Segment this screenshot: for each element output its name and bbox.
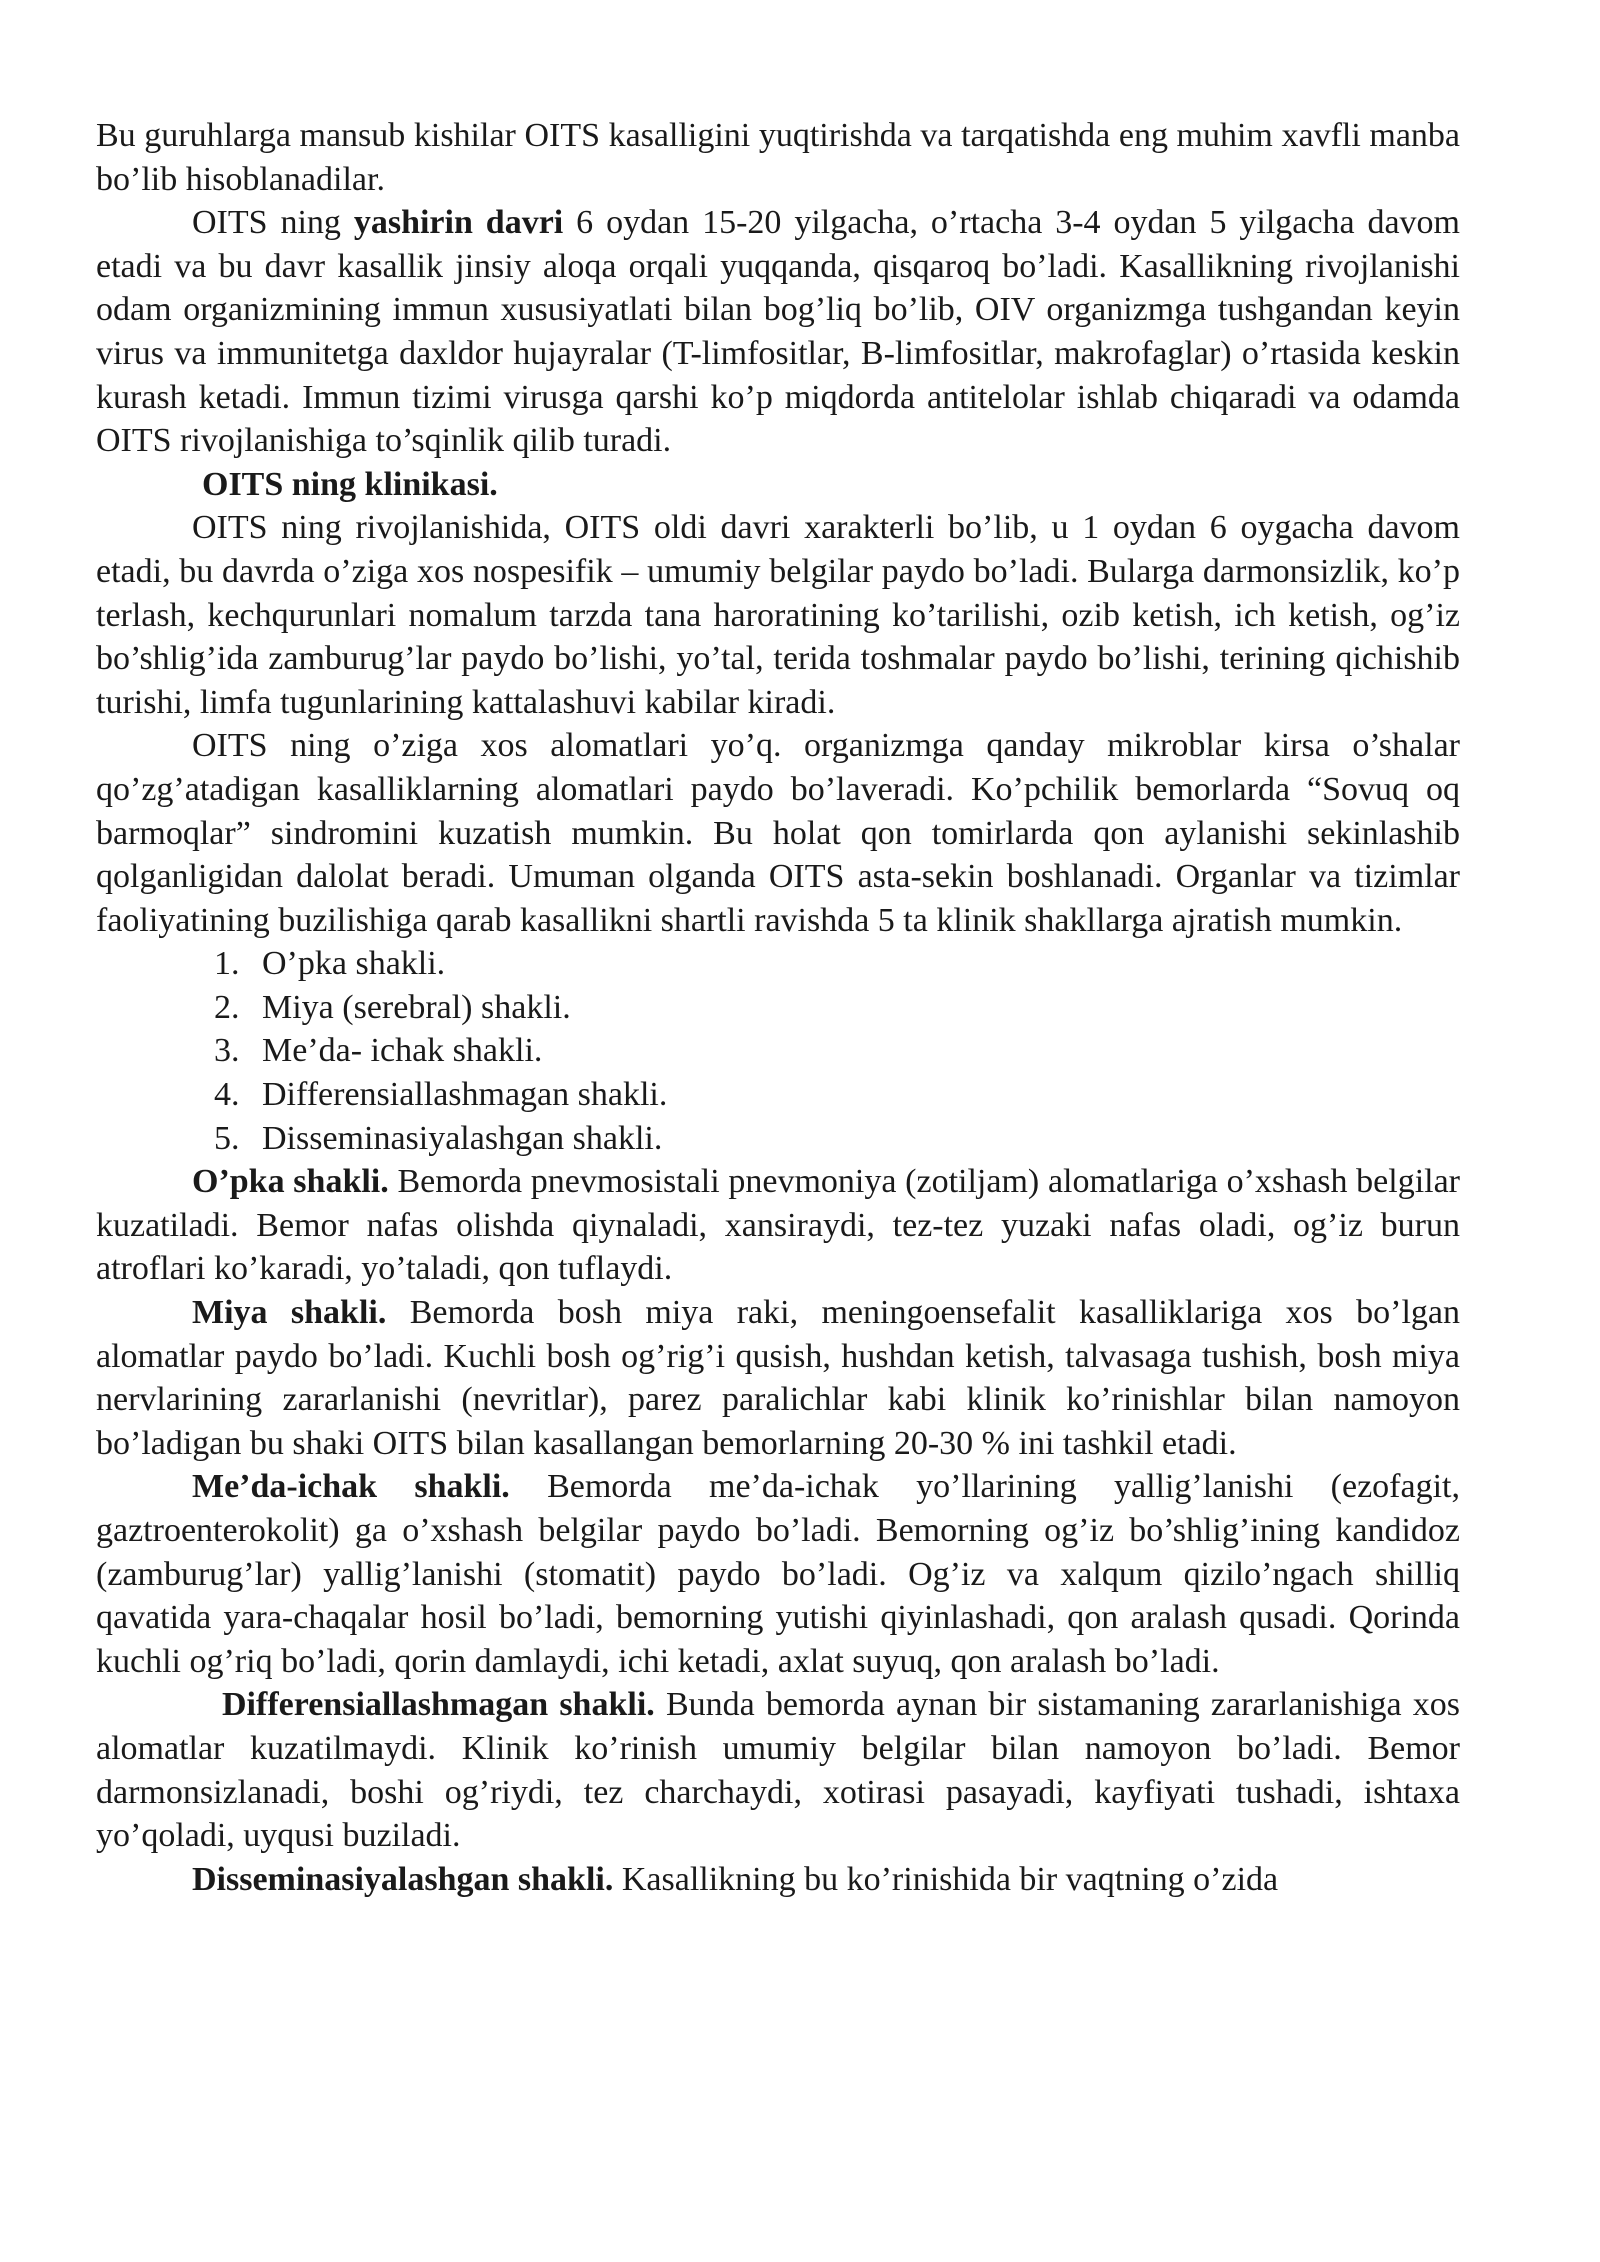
paragraph-undifferentiated-form — [96, 1683, 1460, 1857]
list-item-text: Miya (serebral) shakli. — [262, 988, 571, 1026]
list-item-number: 1. — [214, 945, 240, 983]
list-item-text: Me’da- ichak shakli. — [262, 1032, 543, 1070]
list-item-text: Disseminasiyalashgan shakli. — [262, 1119, 663, 1157]
disseminated-form-text: Kasallikning bu ko’rinishida bir vaqtning o’zida — [613, 1860, 1279, 1898]
list-item — [214, 986, 1460, 1030]
list-item — [214, 942, 1460, 986]
list-item-number: 5. — [214, 1119, 240, 1157]
paragraph-brain-form — [96, 1291, 1460, 1465]
list-item — [214, 1073, 1460, 1117]
paragraph-pre-aids: OITS ning rivojlanishida, OITS oldi davri xarakterli bo’lib, u 1 oydan 6 oygacha davom etadi, bu davrda o’ziga xos nospesifik – umumiy belgilar paydo bo’ladi. Bularga darmonsizlik, ko’p terlash, kechqurunlari nomalum tarzda tana haroratining ko’tarilishi, ozib ketish, ich ketish, og’iz bo’shlig’ida zamburug’lar paydo bo’lishi, yo’tal, terida toshmalar paydo bo’lishi, terining qichishib turishi, limfa tugunlarining kattalashuvi kabilar kiradi. — [96, 509, 1460, 721]
list-item-number: 4. — [214, 1076, 240, 1114]
gastro-form-term: Me’da-ichak shakli. — [192, 1468, 510, 1506]
list-item-text: Differensiallashmagan shakli. — [262, 1076, 668, 1114]
list-item — [214, 1117, 1460, 1161]
latent-lead: OITS ning — [192, 204, 354, 242]
list-item-text: O’pka shakli. — [262, 945, 446, 983]
latent-period-term: yashirin davri — [353, 204, 564, 242]
brain-form-term: Miya shakli. — [192, 1294, 387, 1332]
undifferentiated-form-term: Differensiallashmagan shakli. — [222, 1686, 655, 1724]
disseminated-form-term: Disseminasiyalashgan shakli. — [192, 1860, 614, 1898]
list-item-number: 3. — [214, 1032, 240, 1070]
brain-form-text: Bemorda bosh miya raki, meningoensefalit kasalliklariga xos bo’lgan alomatlar paydo bo’ladi. Kuchli bosh og’rig’i qusish, hushdan ketish, talvasaga tushish, bosh miya nervlarining zararlanishi (nevritlar), parez paralichlar kabi klinik ko’rinishlar bilan namoyon bo’ladigan bu shaki OITS bilan kasallangan bemorlarning 20-30 % ini tashkil etadi. — [96, 1294, 1461, 1462]
list-item — [214, 1029, 1460, 1073]
clinical-forms-list — [96, 942, 1460, 1160]
paragraph-latent-period — [96, 201, 1460, 463]
lung-form-text: Bemorda pnevmosistali pnevmoniya (zotiljam) alomatlariga o’xshash belgilar kuzatiladi. Bemor nafas olishda qiynaladi, xansiraydi, tez-tez yuzaki nafas oladi, og’iz burun atroflari ko’karadi, yo’taladi, qon tuflaydi. — [96, 1163, 1460, 1288]
document-page — [96, 114, 1460, 1901]
latent-period-text: 6 oydan 15-20 yilgacha, o’rtacha 3-4 oydan 5 yilgacha davom etadi va bu davr kasallik jinsiy aloqa orqali yuqqanda, qisqaroq bo’ladi. Kasallikning rivojlanishi odam organizmining immun xususiyatlati bilan bog’liq bo’lib, OIV organizmga tushgandan keyin virus va immunitetga daxldor hujayralar (T-limfositlar, B-limfositlar, makrofaglar) o’rtasida keskin kurash ketadi. Immun tizimi virusga qarshi ko’p miqdorda antitelolar ishlab chiqaradi va odamda OITS rivojlanishiga to’sqinlik qilib turadi. — [96, 204, 1461, 460]
paragraph-gastro-form — [96, 1465, 1460, 1683]
section-heading-clinic: OITS ning klinikasi. — [202, 465, 498, 503]
list-item-number: 2. — [214, 988, 240, 1026]
paragraph-no-specific-signs: OITS ning o’ziga xos alomatlari yo’q. organizmga qanday mikroblar kirsa o’shalar qo’zg’atadigan kasalliklarning alomatlari paydo bo’laveradi. Ko’pchilik bemorlarda “Sovuq oq barmoqlar” sindromini kuzatish mumkin. Bu holat qon tomirlarda qon aylanishi sekinlashib qolganligidan dalolat beradi. Umuman olganda OITS asta-sekin boshlanadi. Organlar va tizimlar faoliyatining buzilishiga qarab kasallikni shartli ravishda 5 ta klinik shakllarga ajratish mumkin. — [96, 727, 1460, 939]
gastro-form-text: Bemorda me’da-ichak yo’llarining yallig’lanishi (ezofagit, gaztroenterokolit) ga o’xshash belgilar paydo bo’ladi. Bemorning og’iz bo’shlig’ining kandidoz (zamburug’lar) yallig’lanishi (stomatit) paydo bo’ladi. Og’iz va xalqum qizilo’ngach shilliq qavatida yara-chaqalar hosil bo’ladi, bemorning yutishi qiyinlashadi, qon aralash qusadi. Qorinda kuchli og’riq bo’ladi, qorin damlaydi, ichi ketadi, axlat suyuq, qon aralash bo’ladi. — [96, 1468, 1460, 1680]
paragraph-disseminated-form — [96, 1858, 1460, 1902]
paragraph-risk-groups: Bu guruhlarga mansub kishilar OITS kasalligini yuqtirishda va tarqatishda eng muhim xavfli manba bo’lib hisoblanadilar. — [96, 117, 1460, 198]
paragraph-lung-form — [96, 1160, 1460, 1291]
undifferentiated-form-text: Bunda bemorda aynan bir sistamaning zararlanishiga xos alomatlar kuzatilmaydi. Klinik ko’rinish umumiy belgilar bilan namoyon bo’ladi. Bemor darmonsizlanadi, boshi og’riydi, tez charchaydi, xotirasi pasayadi, kayfiyati tushadi, ishtaxa yo’qoladi, uyqusi buziladi. — [96, 1686, 1460, 1855]
lung-form-term: O’pka shakli. — [192, 1163, 389, 1201]
